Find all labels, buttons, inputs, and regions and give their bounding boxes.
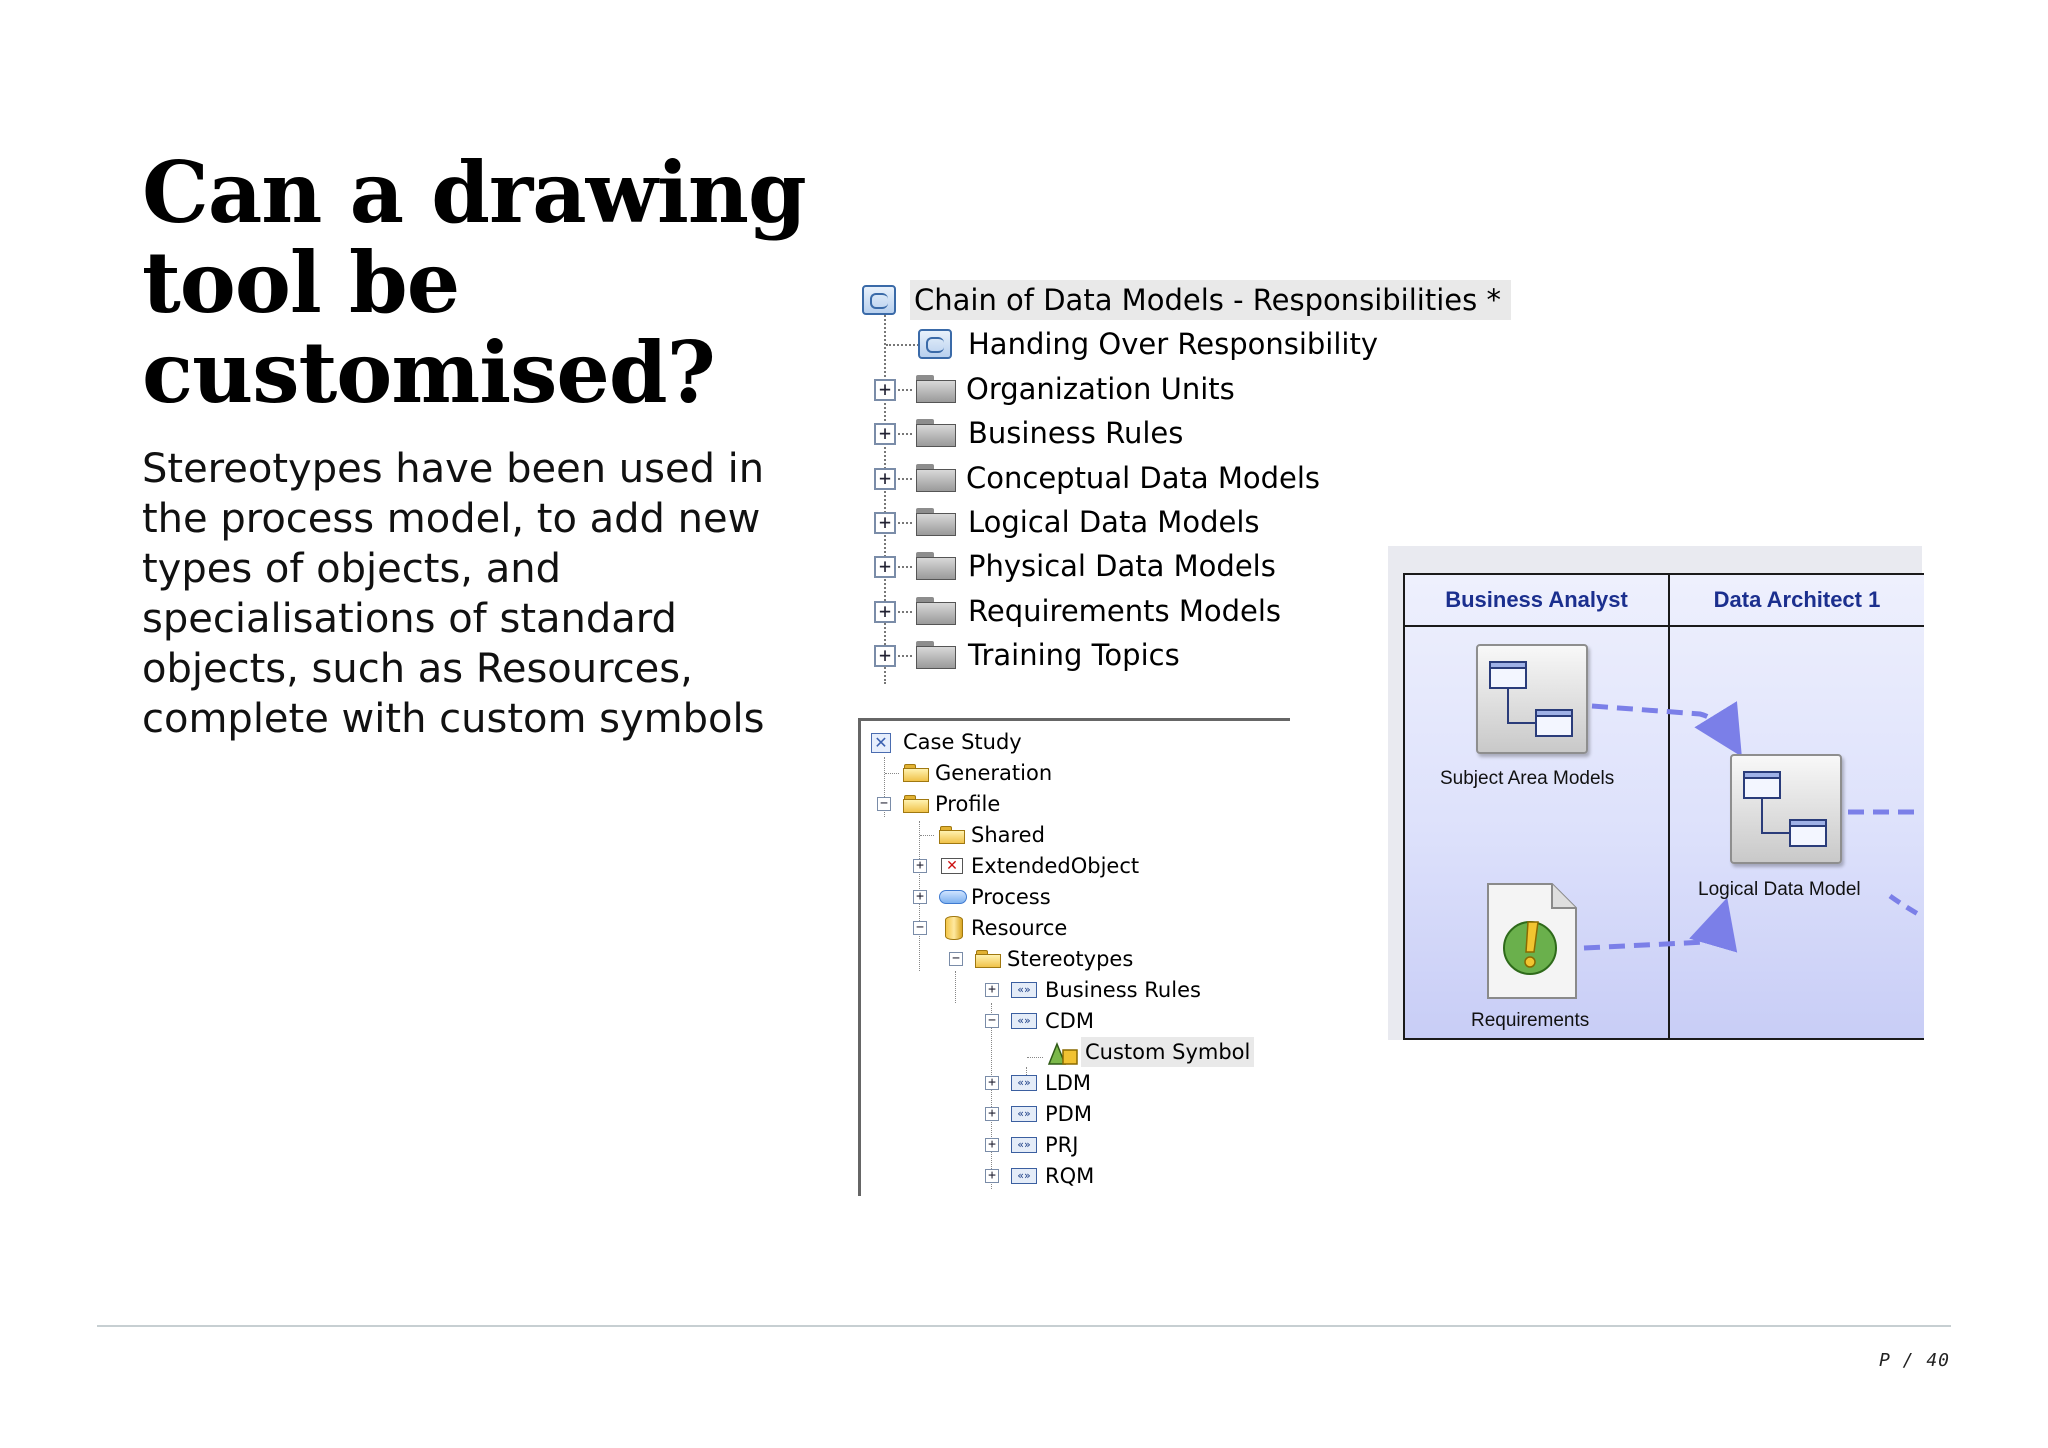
page-number: P / 40: [1878, 1350, 1950, 1371]
body-line-6: complete with custom symbols: [142, 696, 765, 742]
custom-symbol-icon: [1047, 1040, 1079, 1066]
lane-header: Data Architect 1: [1670, 575, 1924, 627]
body-line-5: objects, such as Resources,: [142, 646, 693, 692]
profile-browser-tree: [858, 718, 1290, 1196]
tree-connector: [898, 566, 912, 568]
tree-item-label: CDM: [1045, 1009, 1094, 1033]
tree-item-label: Shared: [971, 823, 1045, 847]
tree-item[interactable]: [861, 1037, 1281, 1067]
stereotype-icon: «»: [1011, 1013, 1037, 1029]
process-icon: [939, 890, 967, 904]
expand-plus-icon[interactable]: +: [874, 601, 896, 623]
body-line-4: specialisations of standard: [142, 596, 677, 642]
tree-item-label: Generation: [935, 761, 1053, 785]
collapse-minus-icon[interactable]: −: [949, 952, 963, 966]
workspace-icon: ✕: [871, 733, 891, 753]
folder-icon: [916, 597, 956, 625]
tree-item[interactable]: [861, 944, 1281, 974]
collapse-minus-icon[interactable]: −: [913, 921, 927, 935]
tree-item-label: Business Rules: [1045, 978, 1201, 1002]
slide-title: [142, 143, 862, 422]
expand-plus-icon[interactable]: +: [913, 859, 927, 873]
folder-icon: [916, 464, 956, 492]
expand-plus-icon[interactable]: +: [874, 468, 896, 490]
footer-divider: [97, 1325, 1951, 1327]
tree-item-label: Training Topics: [968, 638, 1180, 672]
requirements-document-icon[interactable]: [1482, 880, 1582, 1002]
tree-item[interactable]: [858, 458, 1450, 498]
stereotype-icon: «»: [1011, 1168, 1037, 1184]
tree-item[interactable]: [858, 591, 1450, 631]
tree-item-label: Business Rules: [968, 416, 1184, 450]
tree-item-label: Requirements Models: [968, 594, 1282, 628]
folder-icon: [916, 508, 956, 536]
tree-root-label: Chain of Data Models - Responsibilities *: [910, 280, 1511, 320]
expand-plus-icon[interactable]: +: [874, 645, 896, 667]
folder-icon: [939, 826, 965, 844]
tree-root-row[interactable]: [861, 727, 1281, 757]
tree-item[interactable]: [858, 502, 1450, 542]
collapse-minus-icon[interactable]: −: [985, 1014, 999, 1028]
tree-item-label: Resource: [971, 916, 1068, 940]
tree-item[interactable]: [861, 758, 1281, 788]
tree-item[interactable]: [861, 1130, 1281, 1160]
subject-area-models-node[interactable]: [1476, 644, 1588, 754]
folder-icon: [916, 641, 956, 669]
collapse-minus-icon[interactable]: −: [877, 797, 891, 811]
lane-header: Business Analyst: [1405, 575, 1668, 627]
stereotype-icon: «»: [1011, 1106, 1037, 1122]
tree-item[interactable]: [858, 369, 1450, 409]
tree-item-label: Physical Data Models: [968, 549, 1276, 583]
stereotype-icon: «»: [1011, 982, 1037, 998]
tree-item-label: Stereotypes: [1007, 947, 1134, 971]
tree-connector: [898, 389, 912, 391]
stereotype-icon: «»: [1011, 1075, 1037, 1091]
tree-item[interactable]: [861, 820, 1281, 850]
folder-icon: [916, 552, 956, 580]
tree-connector: [898, 522, 912, 524]
tree-connector: [898, 611, 912, 613]
tree-item[interactable]: [861, 851, 1281, 881]
tree-item-label: ExtendedObject: [971, 854, 1140, 878]
folder-icon: [916, 419, 956, 447]
tree-root-row[interactable]: [858, 280, 1501, 320]
tree-item-label: Handing Over Responsibility: [968, 327, 1379, 361]
title-line-1: Can a drawing: [142, 143, 806, 242]
expand-plus-icon[interactable]: +: [913, 890, 927, 904]
tree-item[interactable]: [861, 1006, 1281, 1036]
body-line-3: types of objects, and: [142, 546, 561, 592]
extended-object-icon: ✕: [941, 858, 963, 874]
tree-item-label: LDM: [1045, 1071, 1091, 1095]
tree-connector: [898, 433, 912, 435]
model-diagram-icon: [918, 329, 952, 359]
tree-connector: [898, 655, 912, 657]
expand-plus-icon[interactable]: +: [985, 1138, 999, 1152]
flow-arrow: [1890, 896, 1918, 914]
flow-arrow: [1592, 706, 1734, 744]
tree-item-label: PDM: [1045, 1102, 1092, 1126]
tree-item[interactable]: [861, 789, 1281, 819]
tree-item-label: PRJ: [1045, 1133, 1079, 1157]
tree-item-label: Process: [971, 885, 1051, 909]
node-label: Subject Area Models: [1440, 768, 1615, 789]
model-browser-tree: [858, 280, 1501, 680]
slide-body-text: [142, 444, 822, 744]
tree-connector: [1027, 1057, 1043, 1058]
logical-data-model-node[interactable]: [1730, 754, 1842, 864]
folder-icon: [903, 795, 929, 813]
folder-icon: [975, 950, 1001, 968]
expand-plus-icon[interactable]: +: [874, 512, 896, 534]
tree-item-label: Conceptual Data Models: [966, 461, 1321, 495]
tree-item-label: Organization Units: [966, 372, 1235, 406]
tree-root-label: Case Study: [903, 730, 1022, 754]
tree-item-label: Custom Symbol: [1081, 1037, 1254, 1067]
tree-item-label: RQM: [1045, 1164, 1095, 1188]
expand-plus-icon[interactable]: +: [874, 556, 896, 578]
tree-item[interactable]: [861, 882, 1281, 912]
tree-connector: [898, 478, 912, 480]
model-diagram-icon: [862, 285, 896, 315]
folder-icon: [903, 764, 929, 782]
title-line-2: tool be: [142, 233, 460, 332]
expand-plus-icon[interactable]: +: [985, 983, 999, 997]
tree-item[interactable]: [858, 635, 1450, 675]
process-diagram: [1388, 546, 1922, 1040]
tree-item[interactable]: [861, 1161, 1281, 1191]
tree-item[interactable]: [858, 324, 1450, 364]
stereotype-icon: «»: [1011, 1137, 1037, 1153]
flow-arrow: [1584, 912, 1723, 948]
data-model-icon: [1478, 646, 1586, 752]
expand-plus-icon[interactable]: +: [985, 1107, 999, 1121]
tree-item[interactable]: [861, 1099, 1281, 1129]
tree-item[interactable]: [858, 546, 1450, 586]
tree-item-label: Logical Data Models: [968, 505, 1260, 539]
expand-plus-icon[interactable]: +: [874, 379, 896, 401]
expand-plus-icon[interactable]: +: [874, 423, 896, 445]
tree-item[interactable]: [861, 1068, 1281, 1098]
title-line-3: customised?: [142, 323, 715, 422]
tree-connector: [885, 773, 899, 774]
resource-icon: [945, 916, 963, 940]
expand-plus-icon[interactable]: +: [985, 1076, 999, 1090]
node-label: Logical Data Model: [1698, 879, 1861, 900]
tree-item[interactable]: [861, 913, 1281, 943]
tree-item-label: Profile: [935, 792, 1001, 816]
data-model-icon: [1732, 756, 1840, 862]
node-label: Requirements: [1471, 1010, 1590, 1031]
tree-item[interactable]: [861, 975, 1281, 1005]
body-line-1: Stereotypes have been used in: [142, 446, 765, 492]
tree-item[interactable]: [858, 413, 1450, 453]
folder-icon: [916, 375, 956, 403]
expand-plus-icon[interactable]: +: [985, 1169, 999, 1183]
body-line-2: the process model, to add new: [142, 496, 761, 542]
tree-connector: [920, 835, 934, 836]
